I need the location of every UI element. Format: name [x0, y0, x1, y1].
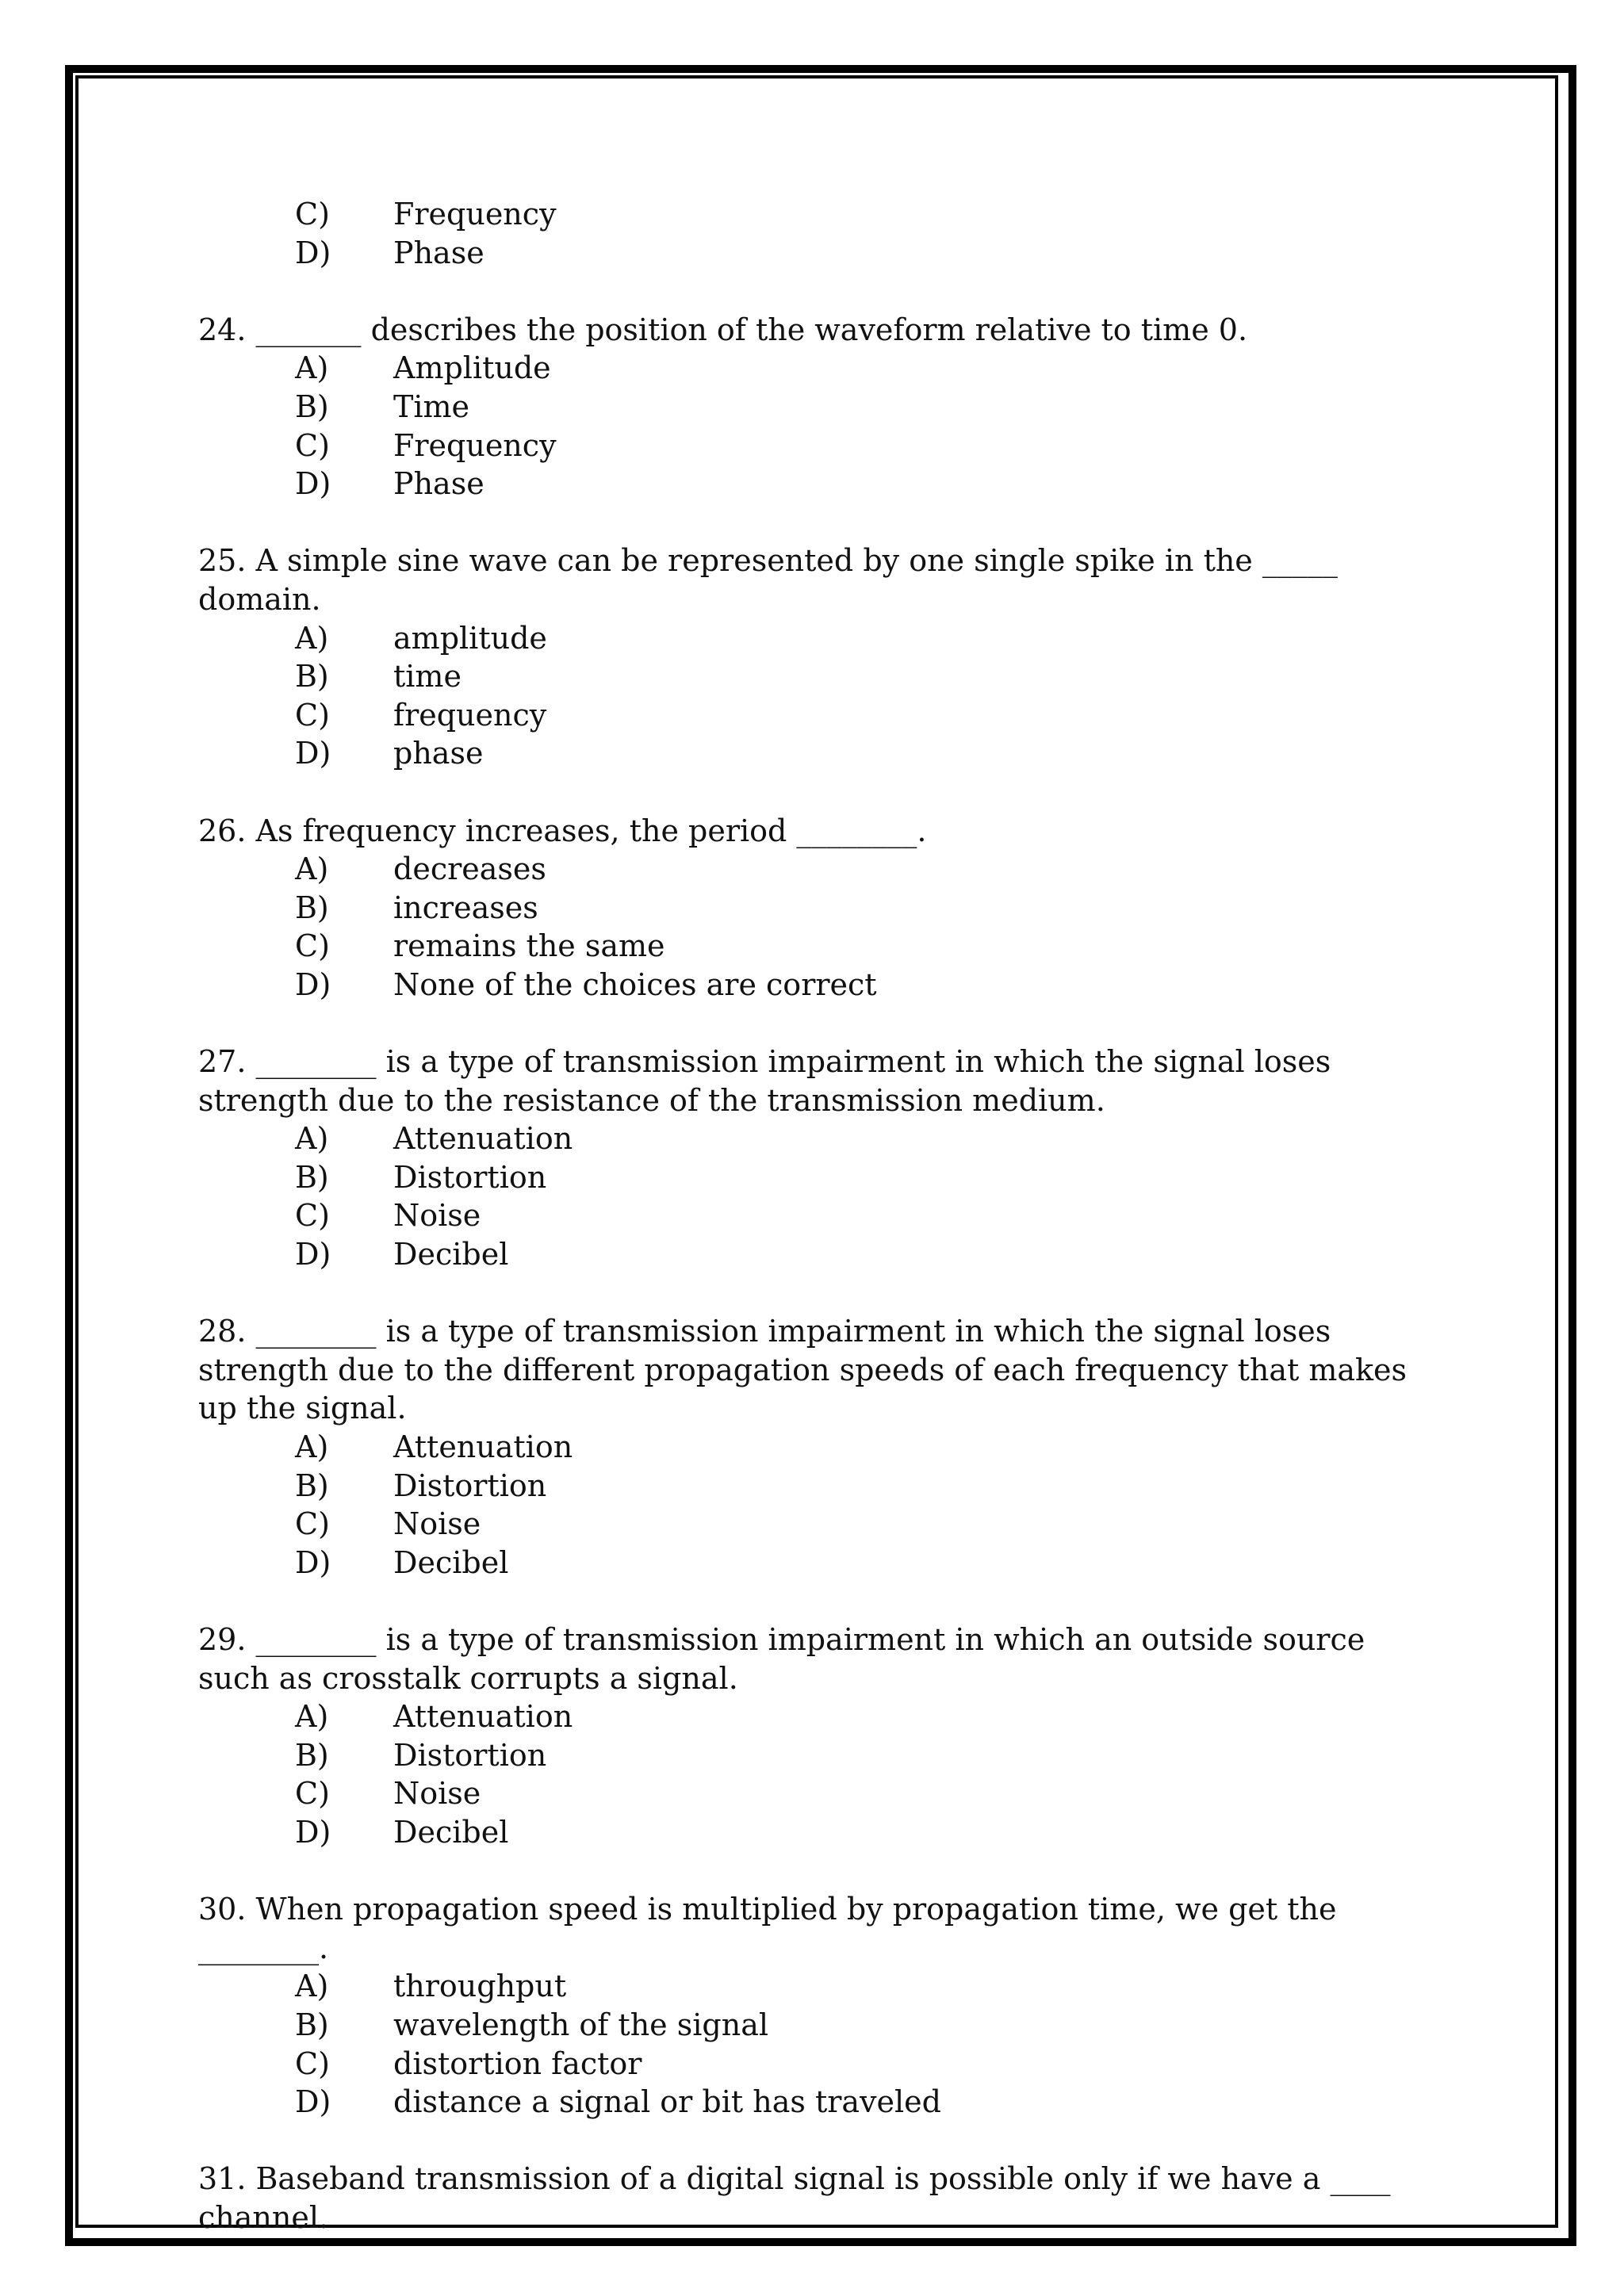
option-text: Attenuation [393, 1121, 573, 1157]
option-text: remains the same [393, 928, 665, 964]
option-text: Noise [393, 1776, 481, 1812]
option-row [198, 619, 1435, 658]
option-row [198, 1235, 1435, 1274]
option-letter: B) [295, 890, 329, 925]
option-row [198, 2045, 1435, 2084]
option-row [198, 1505, 1435, 1544]
question-28 [198, 1312, 1435, 1582]
option-letter: C) [295, 197, 330, 232]
question-29 [198, 1621, 1435, 1852]
option-text: amplitude [393, 620, 547, 656]
question-stem: 26. As frequency increases, the period ________. [198, 813, 927, 848]
question-stem: 31. Baseband transmission of a digital signal is possible only if we have a ____ channel. [198, 2161, 1400, 2235]
option-text: Decibel [393, 1237, 509, 1272]
option-row [198, 1544, 1435, 1582]
option-text: frequency [393, 697, 547, 733]
option-text: Distortion [393, 1159, 547, 1195]
option-letter: A) [295, 1429, 329, 1464]
option-letter: C) [295, 1198, 330, 1234]
question-stem: 24. _______ describes the position of the waveform relative to time 0. [198, 312, 1248, 347]
option-row [198, 1813, 1435, 1852]
option-letter: B) [295, 1159, 329, 1195]
option-letter: A) [295, 350, 329, 386]
quiz-content [198, 195, 1435, 2275]
option-letter: A) [295, 620, 329, 656]
option-row [198, 388, 1435, 427]
option-letter: C) [295, 697, 330, 733]
option-row [198, 1774, 1435, 1813]
option-text: time [393, 659, 462, 695]
option-text: Amplitude [393, 350, 551, 386]
option-text: phase [393, 736, 484, 771]
option-text: Distortion [393, 1468, 547, 1503]
option-letter: C) [295, 427, 330, 463]
option-letter: A) [295, 1699, 329, 1735]
question-24 [198, 311, 1435, 503]
option-row [198, 889, 1435, 928]
question-stem: 25. A simple sine wave can be represented by one single spike in the _____ domain. [198, 543, 1347, 617]
question-25 [198, 541, 1435, 773]
option-row [198, 1736, 1435, 1775]
option-row [198, 1196, 1435, 1235]
option-row [198, 1158, 1435, 1197]
option-text: Phase [393, 466, 485, 502]
option-row [198, 427, 1435, 465]
option-letter: D) [295, 466, 331, 502]
option-text: Frequency [393, 197, 557, 232]
option-row [198, 734, 1435, 773]
option-row [198, 1697, 1435, 1736]
option-letter: D) [295, 1544, 331, 1580]
option-text: Attenuation [393, 1699, 573, 1735]
question-stem: 29. ________ is a type of transmission impairment in which an outside source such as crosstalk corrupts a signal. [198, 1621, 1375, 1696]
option-text: distance a signal or bit has traveled [393, 2084, 941, 2120]
option-letter: A) [295, 1969, 329, 2004]
option-text: decreases [393, 851, 546, 887]
option-letter: D) [295, 2084, 331, 2120]
question-27 [198, 1043, 1435, 1274]
option-row [198, 465, 1435, 503]
option-row [198, 1467, 1435, 1506]
option-text: Noise [393, 1198, 481, 1234]
option-letter: D) [295, 1814, 331, 1850]
option-letter: B) [295, 1468, 329, 1503]
question-stem: 30. When propagation speed is multiplied by propagation time, we get the ________. [198, 1892, 1346, 1965]
question-31 [198, 2160, 1435, 2237]
option-row [198, 1967, 1435, 2006]
option-text: Distortion [393, 1737, 547, 1773]
option-row [198, 696, 1435, 735]
option-letter: C) [295, 2045, 330, 2081]
option-letter: A) [295, 851, 329, 887]
option-letter: D) [295, 1237, 331, 1272]
option-letter: D) [295, 235, 331, 270]
option-text: distortion factor [393, 2045, 642, 2081]
option-row [198, 2083, 1435, 2122]
option-row [198, 1119, 1435, 1158]
option-row [198, 234, 1435, 273]
option-letter: C) [295, 1506, 330, 1542]
option-letter: C) [295, 1776, 330, 1812]
option-row [198, 850, 1435, 889]
option-text: increases [393, 890, 538, 925]
option-letter: D) [295, 966, 331, 1002]
option-text: None of the choices are correct [393, 966, 877, 1002]
option-row [198, 349, 1435, 388]
option-text: Noise [393, 1506, 481, 1542]
option-letter: D) [295, 736, 331, 771]
option-text: Decibel [393, 1544, 509, 1580]
option-row [198, 1428, 1435, 1467]
option-text: throughput [393, 1969, 567, 2004]
question-30 [198, 1890, 1435, 2122]
question-26 [198, 812, 1435, 1004]
option-row [198, 657, 1435, 696]
option-text: Decibel [393, 1814, 509, 1850]
option-row [198, 966, 1435, 1004]
option-letter: C) [295, 928, 330, 964]
option-row [198, 927, 1435, 966]
option-row [198, 195, 1435, 234]
question-stem: 27. ________ is a type of transmission impairment in which the signal loses strength due to the resistance of the transmission medium. [198, 1044, 1341, 1118]
option-letter: B) [295, 388, 329, 424]
option-text: Phase [393, 235, 485, 270]
option-text: wavelength of the signal [393, 2007, 768, 2042]
question-23-continuation [198, 195, 1435, 272]
option-letter: B) [295, 1737, 329, 1773]
option-letter: B) [295, 659, 329, 695]
question-stem: 28. ________ is a type of transmission impairment in which the signal loses strength due to the different propagation speeds of each frequency that makes up the signal. [198, 1314, 1417, 1426]
option-letter: A) [295, 1121, 329, 1157]
option-row [198, 2006, 1435, 2045]
option-text: Frequency [393, 427, 557, 463]
option-text: Attenuation [393, 1429, 573, 1464]
option-letter: B) [295, 2007, 329, 2042]
option-text: Time [393, 388, 470, 424]
